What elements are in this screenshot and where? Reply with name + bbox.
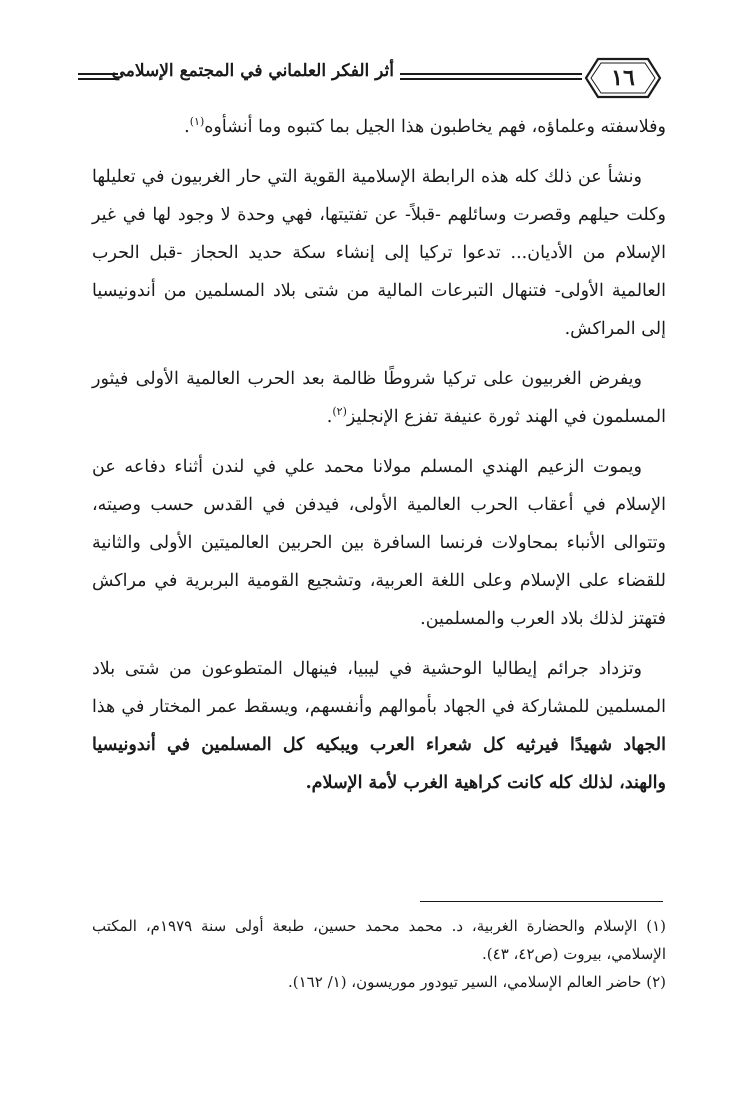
footnote-1: (١) الإسلام والحضارة الغربية، د. محمد محمد حسين، طبعة أولى سنة ١٩٧٩م، المكتب الإسلامي، بيروت (ص٤٢، ٤٣).: [92, 917, 666, 963]
paragraph-2-text: ونشأ عن ذلك كله هذه الرابطة الإسلامية القوية التي حار الغربيون في تعليلها وكلت حيلهم وقصرت وسائلهم -قبلاً- عن تفتيتها، فهي وحدة لا وجود لها في غير الإسلام من الأديان... تدعوا تركيا إلى إنشاء سكة حديد الحجاز -قبل الحرب العالمية الأولى- فتنهال التبرعات المالية من شتى بلاد المسلمين من أندونيسيا إلى المراكش.: [92, 167, 666, 339]
paragraph-4-text: ويموت الزعيم الهندي المسلم مولانا محمد علي في لندن أثناء دفاعه عن الإسلام في أعقاب الحرب العالمية الأولى، فيدفن في القدس حسب وصيته، وتتوالى الأنباء بمحاولات فرنسا السافرة بين الحربين العالميتين الأولى والثانية للقضاء على الإسلام وعلى اللغة العربية، وتشجيع القومية البربرية في مراكش فتهتز لذلك بلاد العرب والمسلمين.: [92, 457, 666, 629]
paragraph-3-text: ويفرض الغربيون على تركيا شروطًا ظالمة بعد الحرب العالمية الأولى فيثور المسلمون في الهند ثورة عنيفة تفزع الإنجليز: [92, 369, 666, 427]
paragraph-1-end: .: [184, 117, 190, 137]
footnotes: [92, 912, 666, 996]
paragraph-3: [92, 360, 666, 436]
page-number-badge: [584, 56, 662, 100]
footnote-separator: [420, 901, 663, 902]
main-text: [92, 108, 666, 814]
paragraph-1: [92, 108, 666, 146]
paragraph-3-end: .: [326, 407, 333, 427]
paragraph-5-text: وتزداد جرائم إيطاليا الوحشية في ليبيا، فينهال المتطوعون من شتى بلاد المسلمين للمشاركة في الجهاد بأموالهم وأنفسهم، ويسقط عمر المختار في هذا: [92, 659, 666, 717]
header-rule-left: [78, 73, 118, 80]
paragraph-4: [92, 448, 666, 638]
footnote-ref-1: (١): [189, 115, 205, 129]
footnote-2: (٢) حاضر العالم الإسلامي، السير تيودور موريسون، (١/ ١٦٢).: [288, 973, 666, 991]
header-rule-right: [400, 73, 582, 80]
page-header: [0, 52, 743, 102]
paragraph-5: [92, 650, 666, 802]
running-title: أثر الفكر العلماني في المجتمع الإسلامي: [111, 61, 394, 81]
page-number: ١٦: [611, 65, 635, 91]
paragraph-1-text: وفلاسفته وعلماؤه، فهم يخاطبون هذا الجيل بما كتبوه وما أنشأوه: [204, 117, 666, 137]
paragraph-2: [92, 158, 666, 348]
paragraph-5-bold-text: الجهاد شهيدًا فيرثيه كل شعراء العرب ويبكيه كل المسلمين في أندونيسيا والهند، لذلك كله كانت كراهية الغرب لأمة الإسلام.: [92, 735, 666, 793]
footnote-ref-2: (٢): [332, 405, 347, 419]
